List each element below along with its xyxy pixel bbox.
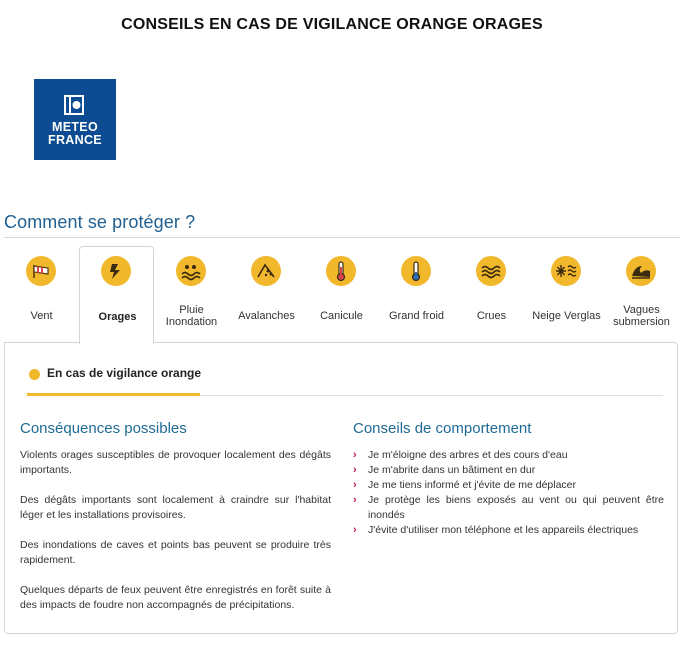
meteo-france-emblem-icon	[63, 93, 85, 117]
tab-crues[interactable]	[454, 246, 529, 342]
advice-item	[353, 478, 664, 493]
advice-text: Je protège les biens exposés au vent ou qui peuvent être inondés	[368, 494, 664, 521]
snow-ice-icon	[551, 256, 581, 286]
tab-orages[interactable]	[79, 246, 154, 344]
advice-item	[353, 463, 664, 478]
thermometer-cold-icon	[401, 256, 431, 286]
orange-dot-icon	[29, 369, 40, 380]
advice-title: Conseils de comportement	[353, 420, 532, 437]
tab-label: Grand froid	[388, 310, 445, 322]
tab-grand-froid[interactable]	[379, 246, 454, 342]
chevron-right-icon: ›	[353, 524, 357, 536]
page-title: CONSEILS EN CAS DE VIGILANCE ORANGE ORAGES	[121, 16, 543, 33]
tab-pluie-inondation[interactable]	[154, 246, 229, 342]
chevron-right-icon: ›	[353, 494, 357, 506]
tab-canicule[interactable]	[304, 246, 379, 342]
consequence-paragraph: Des inondations de caves et points bas peuvent se produire très rapidement.	[20, 539, 331, 566]
vigilance-divider	[200, 395, 663, 396]
tab-label: Orages	[98, 311, 137, 323]
avalanche-icon	[251, 256, 281, 286]
tab-label: Avalanches	[238, 310, 295, 322]
consequence-paragraph: Violents orages susceptibles de provoquer localement des dégâts importants.	[20, 449, 331, 476]
consequence-paragraph: Quelques départs de feux peuvent être enregistrés en forêt suite à des impacts de foudre non accompagnés de précipitations.	[20, 584, 331, 611]
advice-text: J'évite d'utiliser mon téléphone et les appareils électriques	[368, 524, 639, 536]
tab-label: Vent	[30, 310, 53, 322]
tab-vent[interactable]	[4, 246, 79, 342]
advice-item	[353, 523, 664, 538]
heading-divider	[4, 237, 680, 238]
chevron-right-icon: ›	[353, 479, 357, 491]
flood-icon	[176, 256, 206, 286]
thermometer-hot-icon	[326, 256, 356, 286]
advice-item	[353, 493, 664, 523]
logo-text-line1: METEO	[52, 120, 98, 134]
section-heading: Comment se protéger ?	[4, 212, 196, 232]
tab-panel-orages	[4, 342, 678, 634]
wave-submersion-icon	[626, 256, 656, 286]
advice-item	[353, 448, 664, 463]
windsock-icon	[26, 256, 56, 286]
lightning-icon	[101, 256, 131, 286]
vigilance-label: En cas de vigilance orange	[47, 366, 202, 380]
vigilance-underline	[27, 393, 200, 396]
tab-label: Vagues submersion	[613, 304, 670, 328]
tab-label: Neige Verglas	[532, 310, 601, 322]
advice-text: Je m'éloigne des arbres et des cours d'eau	[368, 449, 568, 461]
advice-text: Je me tiens informé et j'évite de me déplacer	[368, 479, 577, 491]
hazard-tabs	[4, 246, 680, 342]
tab-avalanches[interactable]	[229, 246, 304, 342]
tab-label: Pluie Inondation	[165, 304, 218, 328]
chevron-right-icon: ›	[353, 464, 357, 476]
tab-label: Canicule	[320, 310, 363, 322]
advice-list	[353, 448, 664, 538]
consequence-paragraph: Des dégâts importants sont localement à craindre sur l'habitat léger et les installations provisoires.	[20, 494, 331, 521]
waves-icon	[476, 256, 506, 286]
consequences-title: Conséquences possibles	[20, 420, 187, 437]
advice-text: Je m'abrite dans un bâtiment en dur	[368, 464, 536, 476]
logo-text-line2: FRANCE	[48, 133, 102, 147]
tab-neige-verglas[interactable]	[529, 246, 604, 342]
tab-vagues-submersion[interactable]	[604, 246, 679, 342]
chevron-right-icon: ›	[353, 449, 357, 461]
meteo-france-logo[interactable]	[34, 79, 116, 160]
tab-label: Crues	[476, 310, 507, 322]
